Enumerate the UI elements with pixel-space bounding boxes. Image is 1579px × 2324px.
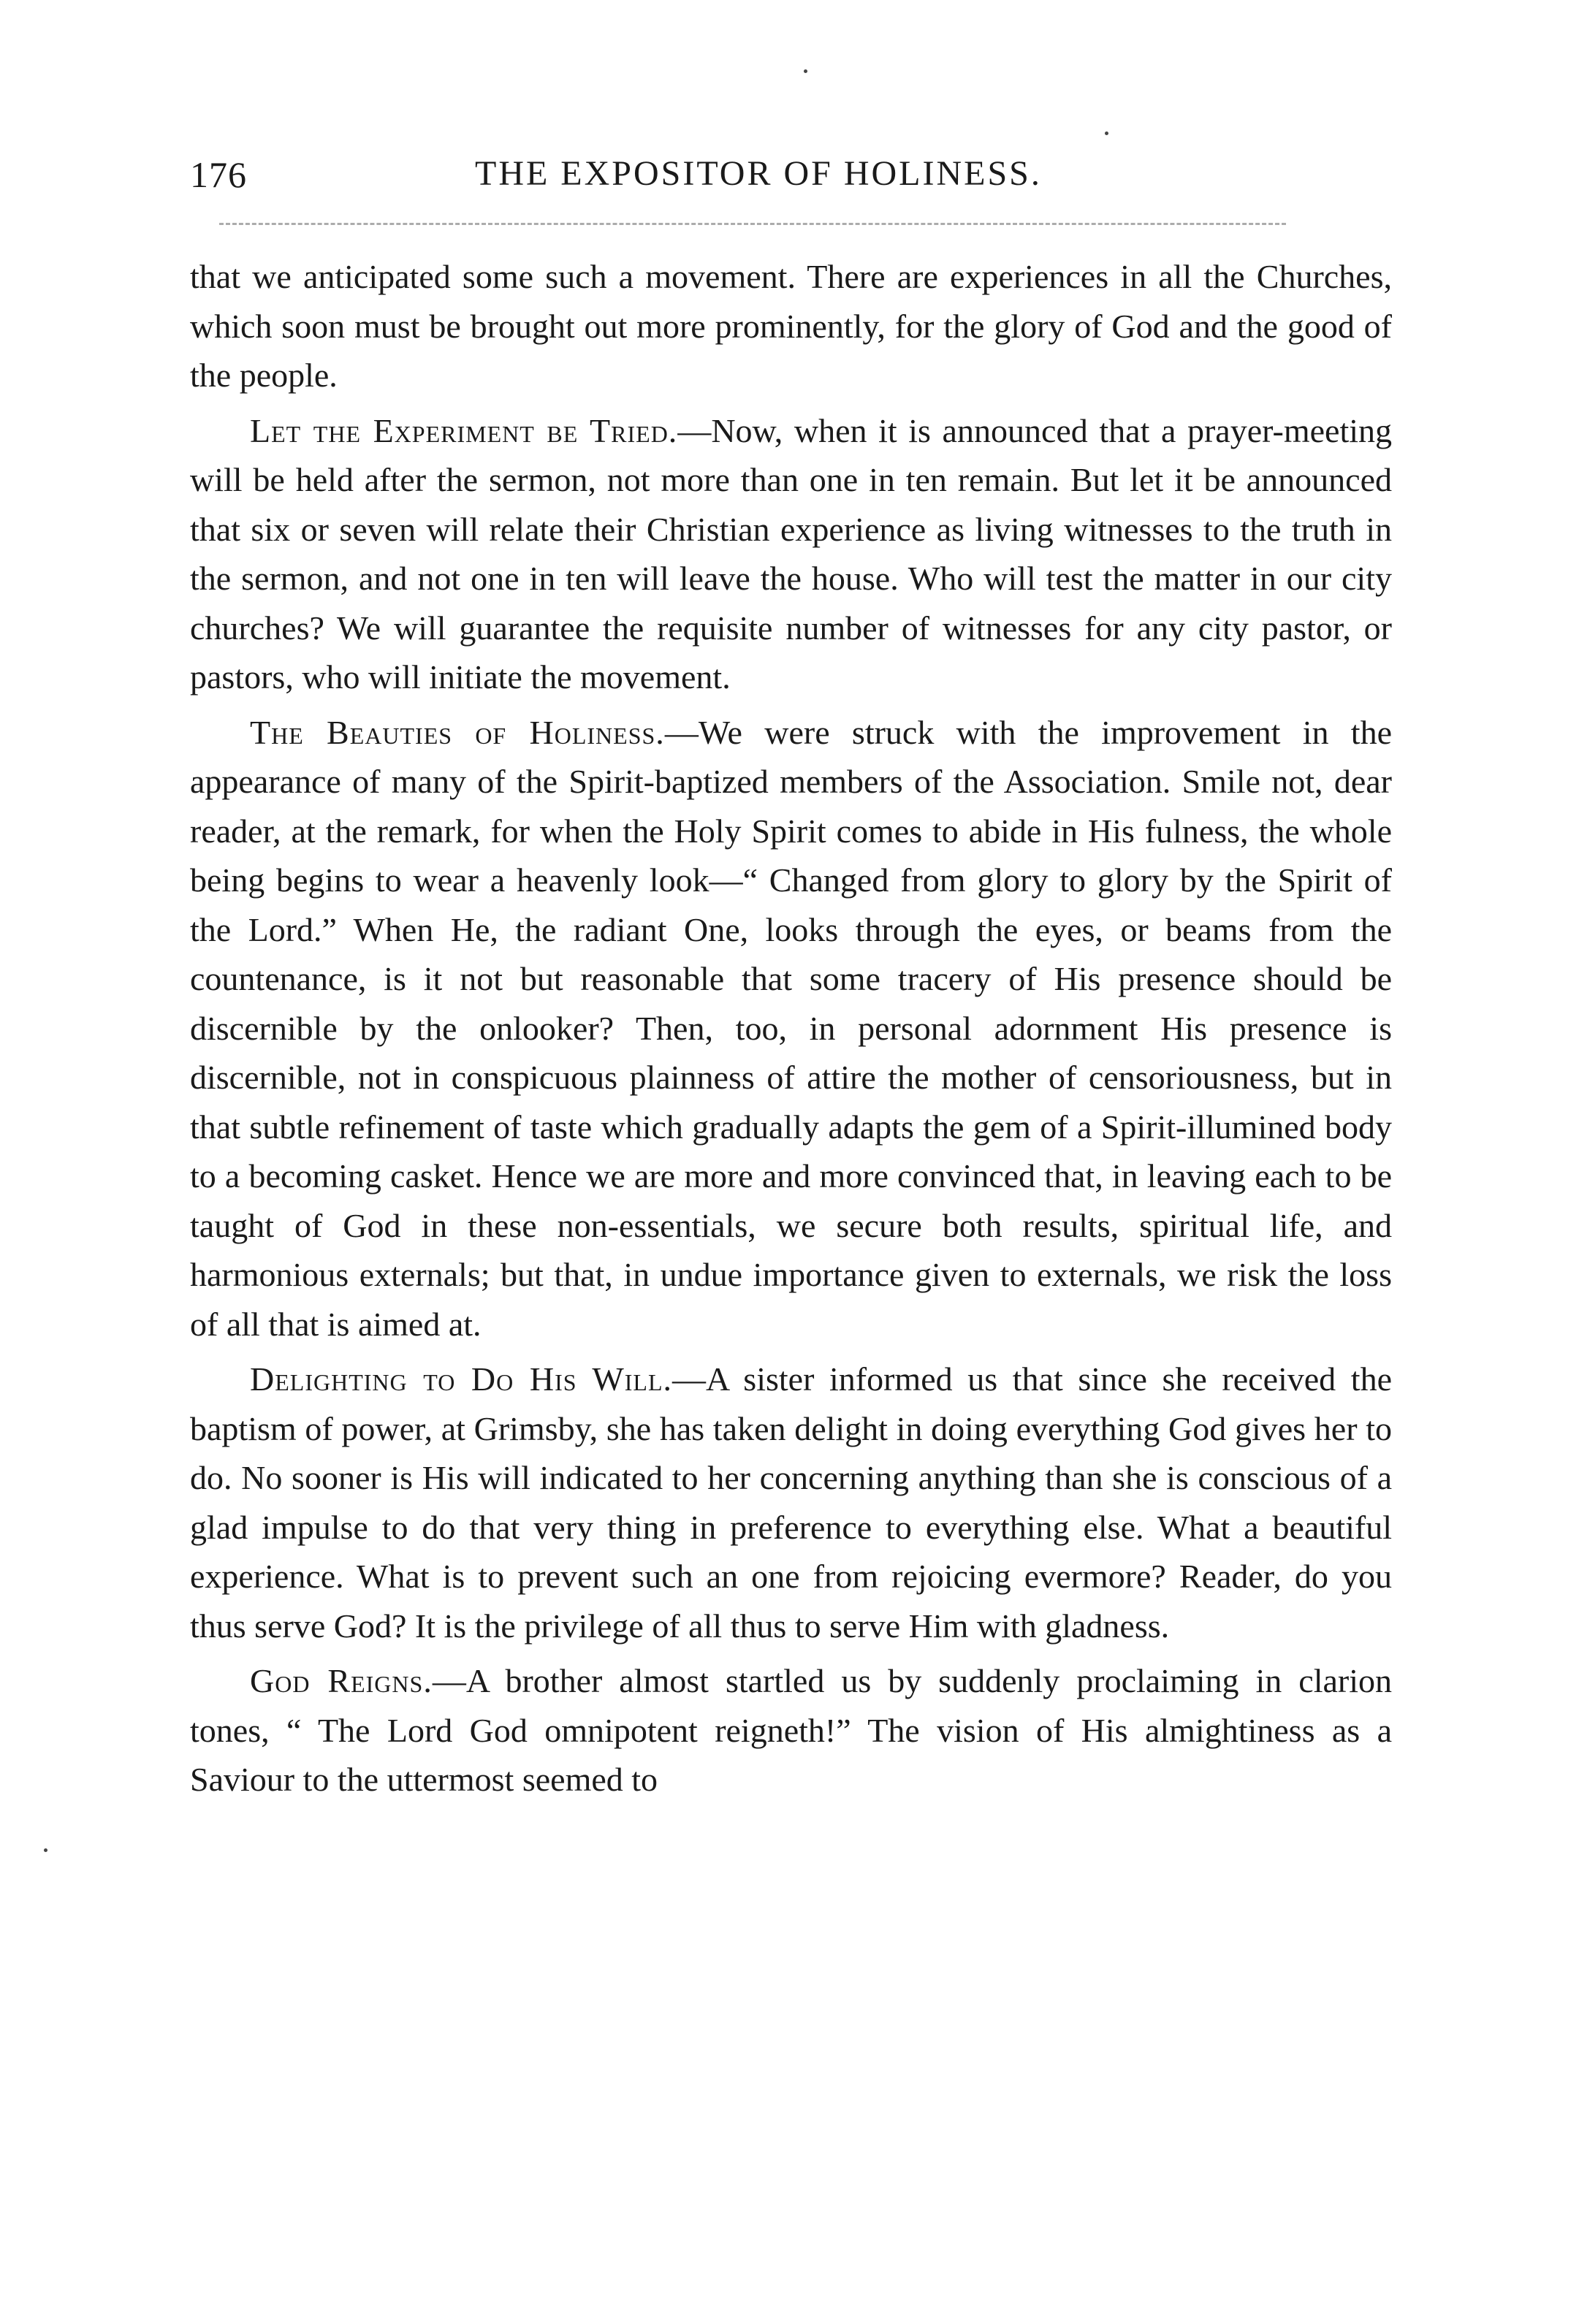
scan-speck — [804, 69, 807, 73]
page-number: 176 — [190, 154, 247, 195]
paragraph-heading: God Reigns. — [250, 1662, 433, 1699]
paragraph-god-reigns — [190, 1656, 1392, 1805]
scan-speck — [44, 1848, 47, 1852]
paragraph-beauties — [190, 708, 1392, 1349]
paragraph-heading: Let the Experiment be Tried. — [250, 411, 678, 449]
paragraph-text: —A brother almost startled us by suddenly proclaiming in clarion tones, “ The Lord God omnipotent reigneth!” The vision of His almightiness as a Saviour to the uttermost seemed to — [190, 1662, 1392, 1798]
paragraph-text: —Now, when it is announced that a prayer-meeting will be held after the sermon, not more than one in ten remain. But let it be announced that six or seven will relate their Christian experience as living witnesses to the truth in the sermon, and not one in ten will leave the house. Who will test the matter in our city churches? We will guarantee the requisite number of witnesses for any city pastor, or pastors, who will initiate the movement. — [190, 411, 1392, 696]
paragraph-delighting — [190, 1355, 1392, 1650]
scan-speck — [1105, 132, 1108, 135]
paragraph-heading: Delighting to Do His Will. — [250, 1360, 672, 1398]
page-header — [190, 153, 1388, 212]
paragraph-experiment — [190, 406, 1392, 702]
paragraph-text: —We were struck with the improvement in the appearance of many of the Spirit-baptized members of the Association. Smile not, dear reader, at the remark, for when the Holy Spirit comes to abide in His fulness, the whole being begins to wear a heavenly look—“ Changed from glory to glory by the Spirit of the Lord.” When He, the radiant One, looks through the eyes, or beams from the countenance, is it not but reasonable that some tracery of His presence should be discernible by the onlooker? Then, too, in personal adornment His presence is discernible, not in conspicuous plainness of attire the mother of censoriousness, but in that subtle refinement of taste which gradually adapts the gem of a Spirit-illumined body to a becoming casket. Hence we are more and more convinced that, in leaving each to be taught of God in these non-essentials, we secure both results, spiritual life, and harmonious externals; but that, in undue importance given to externals, we risk the loss of all that is aimed at. — [190, 713, 1393, 1343]
paragraph-continuation — [190, 252, 1392, 400]
header-rule — [219, 223, 1286, 225]
paragraph-text: —A sister informed us that since she received the baptism of power, at Grimsby, she has taken delight in doing everything God gives her to do. No sooner is His will indicated to her concerning anything than she is conscious of a glad impulse to do that very thing in preference to everything else. What a beautiful experience. What is to prevent such an one from rejoicing evermore? Reader, do you thus serve God? It is the privilege of all thus to serve Him with gladness. — [190, 1360, 1392, 1645]
paragraph-text: that we anticipated some such a movement. There are experiences in all the Churches, which soon must be brought out more prominently, for the glory of God and the good of the people. — [190, 258, 1392, 394]
article-body — [190, 252, 1392, 1810]
running-head: THE EXPOSITOR OF HOLINESS. — [475, 154, 1042, 193]
paragraph-heading: The Beauties of Holiness. — [250, 713, 665, 751]
